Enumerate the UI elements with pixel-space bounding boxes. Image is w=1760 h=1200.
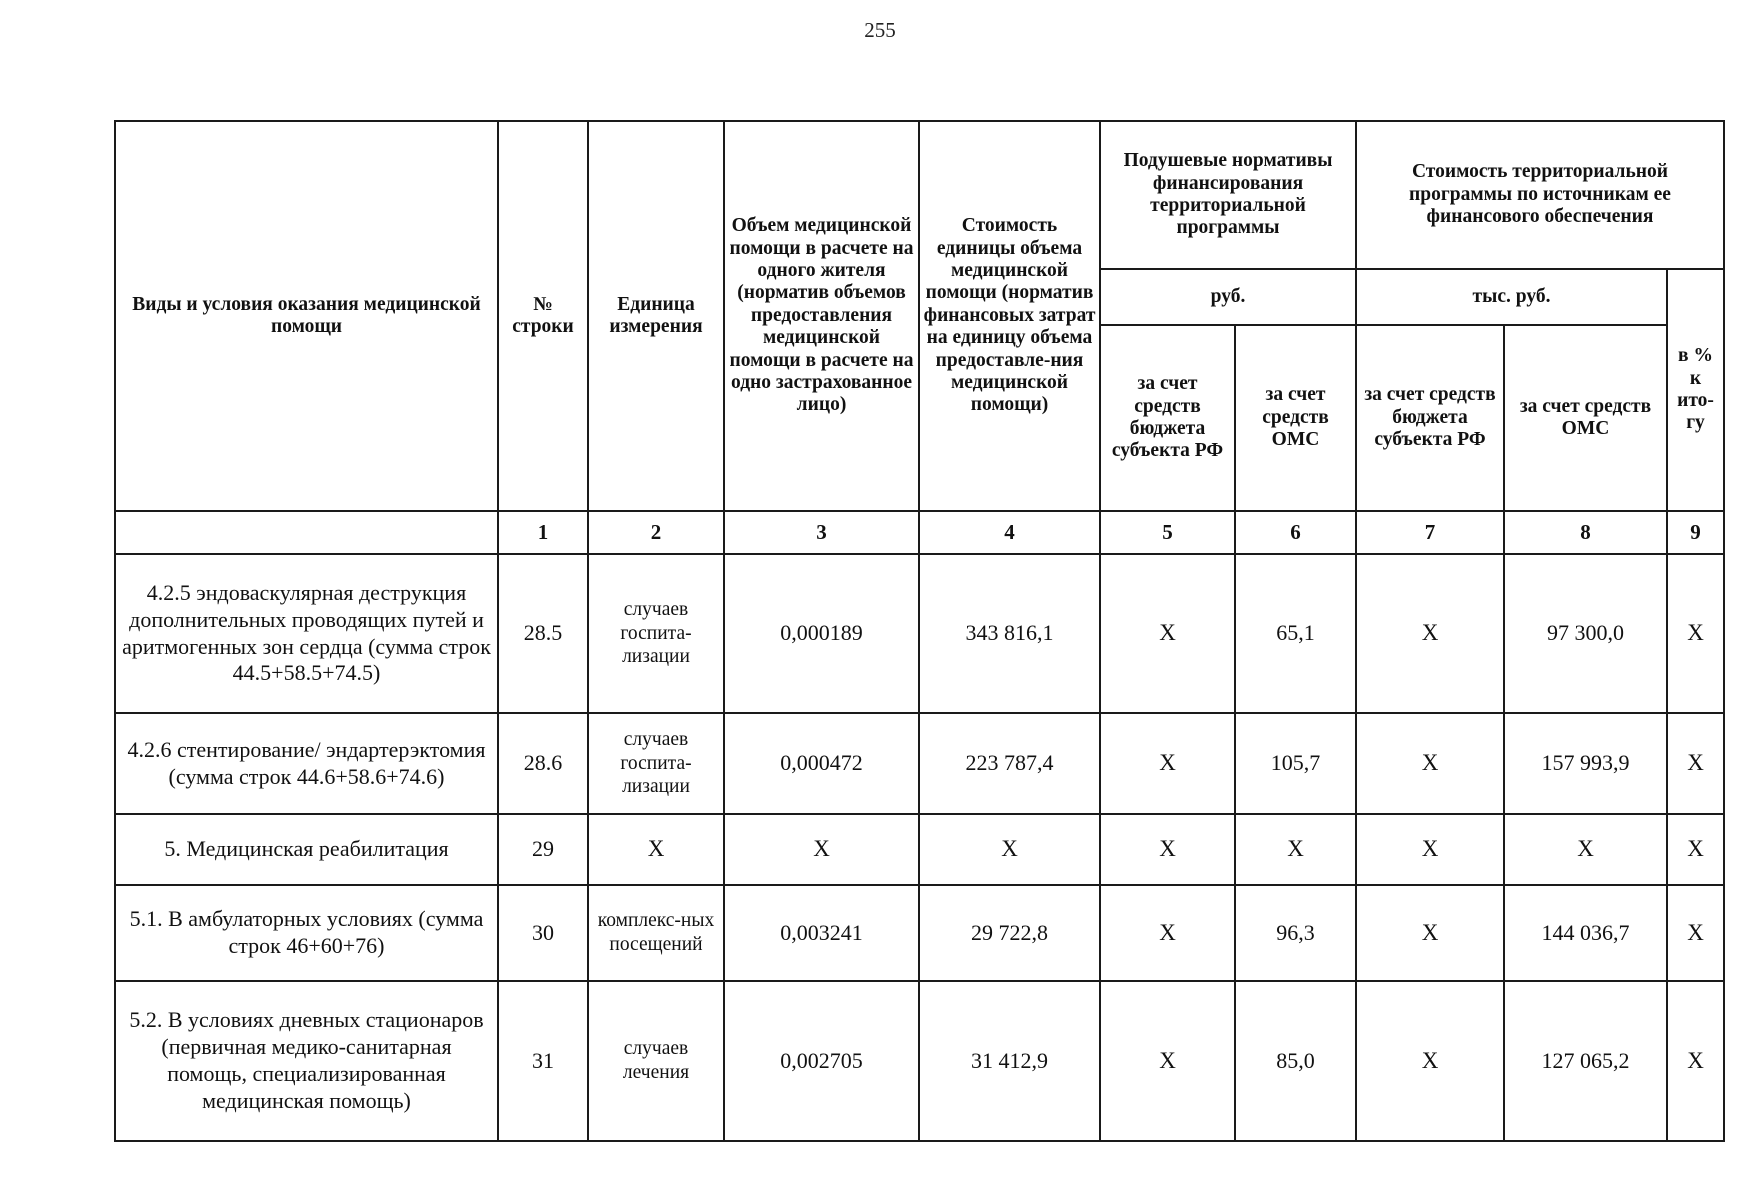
column-number: 2 xyxy=(588,511,724,554)
row-unit: случаев лечения xyxy=(588,981,724,1141)
row-number: 29 xyxy=(498,814,588,885)
row-col6: Х xyxy=(1235,814,1356,885)
header-unit: Единица измерения xyxy=(588,121,724,511)
row-col8: 97 300,0 xyxy=(1504,554,1667,713)
row-unit: случаев госпита-лизации xyxy=(588,713,724,814)
column-number-row xyxy=(115,511,1724,554)
row-col7: Х xyxy=(1356,814,1504,885)
row-unit-cost: 343 816,1 xyxy=(919,554,1100,713)
column-number: 4 xyxy=(919,511,1100,554)
column-number-blank xyxy=(115,511,498,554)
row-volume: 0,000189 xyxy=(724,554,919,713)
row-number: 28.6 xyxy=(498,713,588,814)
row-col7: Х xyxy=(1356,885,1504,981)
header-volume: Объем медицинской помощи в расчете на одного жителя (норматив объемов предоставления медицинской помощи в расчете на одно застрахованное лицо) xyxy=(724,121,919,511)
column-number: 3 xyxy=(724,511,919,554)
header-rub: руб. xyxy=(1100,269,1356,325)
row-col8: 144 036,7 xyxy=(1504,885,1667,981)
row-col9: Х xyxy=(1667,814,1724,885)
table-row xyxy=(115,713,1724,814)
row-col8: 157 993,9 xyxy=(1504,713,1667,814)
column-number: 9 xyxy=(1667,511,1724,554)
row-col5: Х xyxy=(1100,981,1235,1141)
row-number: 30 xyxy=(498,885,588,981)
header-col7-budget: за счет средств бюджета субъекта РФ xyxy=(1356,325,1504,511)
row-number: 28.5 xyxy=(498,554,588,713)
header-per-capita-norms: Подушевые нормативы финансирования территориальной программы xyxy=(1100,121,1356,269)
row-col9: Х xyxy=(1667,713,1724,814)
row-unit-cost: 29 722,8 xyxy=(919,885,1100,981)
page-number: 255 xyxy=(864,18,896,42)
row-col5: Х xyxy=(1100,814,1235,885)
table-row xyxy=(115,814,1724,885)
financing-table xyxy=(114,120,1725,1142)
column-number: 5 xyxy=(1100,511,1235,554)
row-col9: Х xyxy=(1667,981,1724,1141)
header-thous-rub: тыс. руб. xyxy=(1356,269,1667,325)
row-col6: 65,1 xyxy=(1235,554,1356,713)
row-volume: 0,002705 xyxy=(724,981,919,1141)
row-unit-cost: 223 787,4 xyxy=(919,713,1100,814)
row-col5: Х xyxy=(1100,554,1235,713)
row-volume: 0,000472 xyxy=(724,713,919,814)
table-row xyxy=(115,981,1724,1141)
table-row xyxy=(115,554,1724,713)
row-col6: 85,0 xyxy=(1235,981,1356,1141)
row-name: 5.2. В условиях дневных стационаров (первичная медико-санитарная помощь, специализированная медицинская помощь) xyxy=(115,981,498,1141)
row-col8: Х xyxy=(1504,814,1667,885)
row-volume: 0,003241 xyxy=(724,885,919,981)
row-unit-cost: 31 412,9 xyxy=(919,981,1100,1141)
row-col9: Х xyxy=(1667,554,1724,713)
column-number: 6 xyxy=(1235,511,1356,554)
header-kind-of-care: Виды и условия оказания медицинской помощи xyxy=(115,121,498,511)
row-unit-cost: Х xyxy=(919,814,1100,885)
row-name: 5.1. В амбулаторных условиях (сумма строк 46+60+76) xyxy=(115,885,498,981)
column-number: 1 xyxy=(498,511,588,554)
row-col9: Х xyxy=(1667,885,1724,981)
header-percent-of-total: в % к ито-гу xyxy=(1667,269,1724,511)
header-program-cost: Стоимость территориальной программы по источникам ее финансового обеспечения xyxy=(1356,121,1724,269)
row-col5: Х xyxy=(1100,713,1235,814)
row-name: 4.2.6 стентирование/ эндартерэктомия (сумма строк 44.6+58.6+74.6) xyxy=(115,713,498,814)
row-col7: Х xyxy=(1356,554,1504,713)
row-col7: Х xyxy=(1356,713,1504,814)
row-col6: 96,3 xyxy=(1235,885,1356,981)
row-col8: 127 065,2 xyxy=(1504,981,1667,1141)
row-col6: 105,7 xyxy=(1235,713,1356,814)
column-number: 7 xyxy=(1356,511,1504,554)
row-volume: Х xyxy=(724,814,919,885)
header-row-number: № строки xyxy=(498,121,588,511)
row-col7: Х xyxy=(1356,981,1504,1141)
row-unit: случаев госпита-лизации xyxy=(588,554,724,713)
row-name: 5. Медицинская реабилитация xyxy=(115,814,498,885)
header-col8-oms: за счет средств ОМС xyxy=(1504,325,1667,511)
row-col5: Х xyxy=(1100,885,1235,981)
row-number: 31 xyxy=(498,981,588,1141)
column-number: 8 xyxy=(1504,511,1667,554)
row-unit: комплекс-ных посещений xyxy=(588,885,724,981)
header-col6-oms: за счет средств ОМС xyxy=(1235,325,1356,511)
header-col5-budget: за счет средств бюджета субъекта РФ xyxy=(1100,325,1235,511)
table-row xyxy=(115,885,1724,981)
row-name: 4.2.5 эндоваскулярная деструкция дополнительных проводящих путей и аритмогенных зон сердца (сумма строк 44.5+58.5+74.5) xyxy=(115,554,498,713)
header-unit-cost: Стоимость единицы объема медицинской помощи (норматив финансовых затрат на единицу объема предоставле-ния медицинской помощи) xyxy=(919,121,1100,511)
row-unit: Х xyxy=(588,814,724,885)
